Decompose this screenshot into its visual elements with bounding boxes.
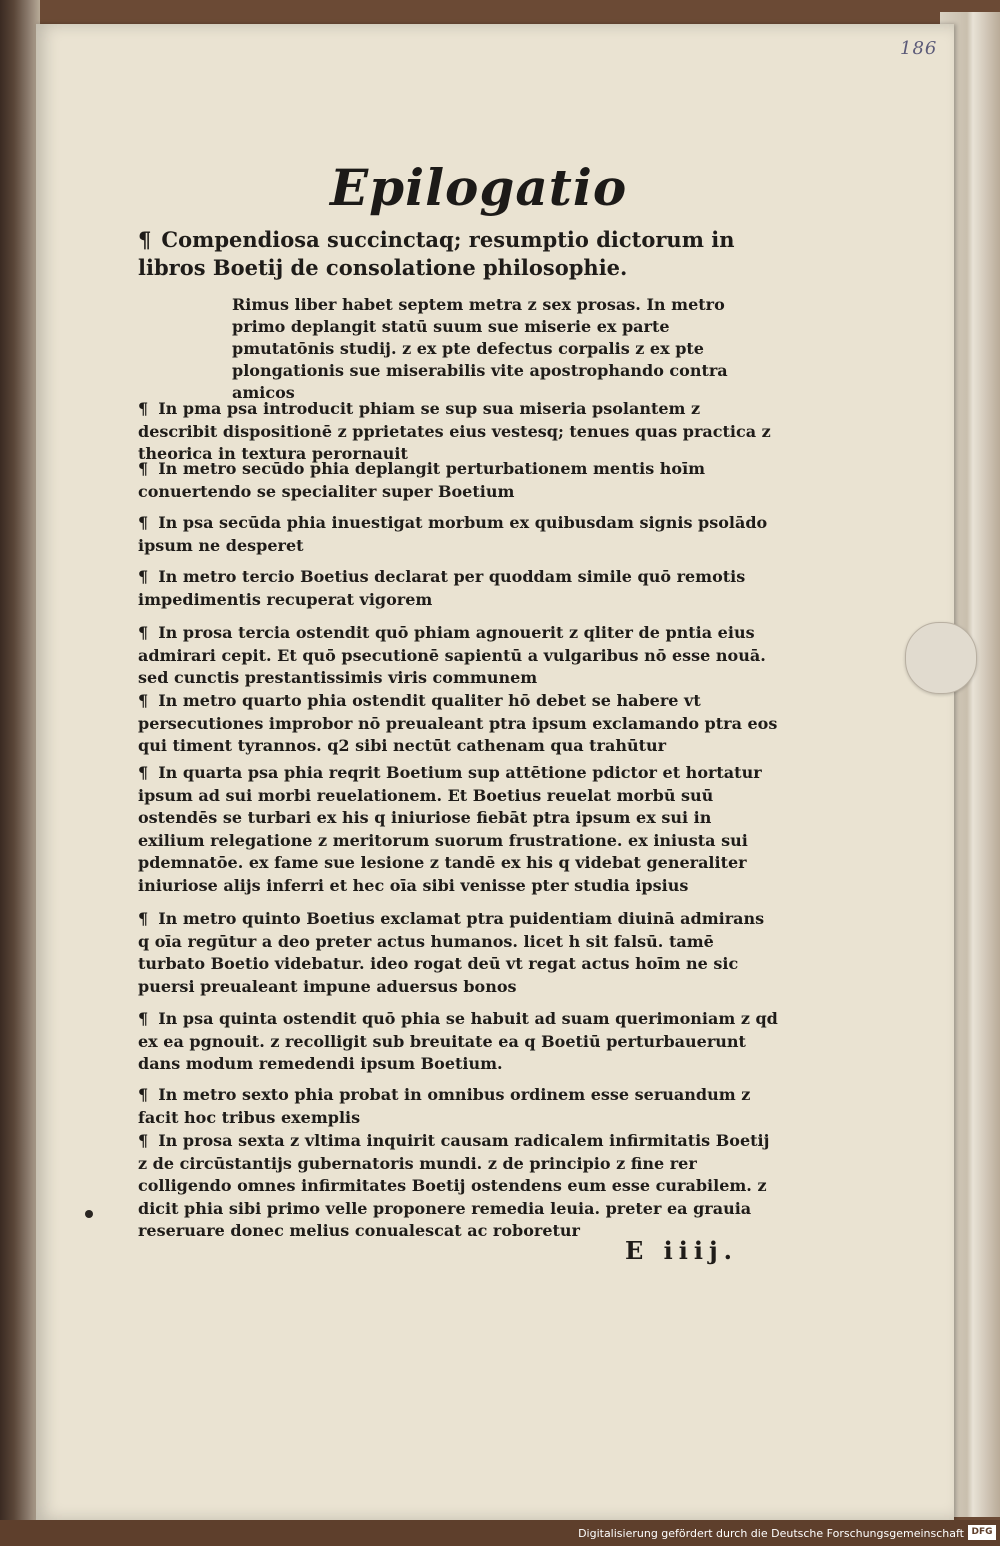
page-marker-tab	[905, 622, 977, 694]
subtitle-text: Compendiosa succinctaq; resumptio dictorum in libros Boetij de consolatione philosophie.	[138, 227, 735, 280]
pilcrow-icon: ¶	[138, 1131, 149, 1150]
signature-mark: E iiij.	[625, 1236, 739, 1265]
pilcrow-icon: ¶	[138, 459, 149, 478]
dfg-logo-icon: DFG	[968, 1525, 996, 1540]
pilcrow-icon: ¶	[138, 399, 149, 418]
entry-paragraph: ¶ In psa secūda phia inuestigat morbum ex quibusdam signis psolādo ipsum ne desperet	[138, 513, 768, 555]
ink-dot	[85, 1210, 93, 1218]
entry-paragraph: ¶ In metro tercio Boetius declarat per quoddam simile quō remotis impedimentis recuperat vigorem	[138, 567, 746, 609]
book-spine	[0, 0, 40, 1546]
entry-paragraph: ¶ In psa quinta ostendit quō phia se habuit ad suam querimoniam z qd ex ea pgnouit. z recolligit sub breuitate ea q Boetiū perturbauerunt dans modum remedendi ipsum Boetium.	[138, 1009, 778, 1073]
page-title: Epilogatio	[330, 158, 628, 217]
pilcrow-icon: ¶	[138, 513, 149, 532]
pilcrow-icon: ¶	[138, 909, 149, 928]
pilcrow-icon: ¶	[138, 1085, 149, 1104]
entry-paragraph: ¶ In prosa tercia ostendit quō phiam agnouerit z qliter de pntia eius admirari cepit. Et quō psecutionē sapientū a vulgaribus nō esse nouā. sed cunctis prestantissimis viris communem	[138, 623, 766, 687]
pilcrow-icon: ¶	[138, 227, 152, 252]
subtitle	[138, 226, 768, 282]
footer-credit: Digitalisierung gefördert durch die Deutsche Forschungsgemeinschaft	[578, 1527, 964, 1540]
entry-paragraph: ¶ In metro sexto phia probat in omnibus ordinem esse seruandum z facit hoc tribus exemplis	[138, 1085, 751, 1127]
entry-paragraph: ¶ In pma psa introducit phiam se sup sua miseria psolantem z describit dispositionē z pprietates eius vestesq; tenues quas practica z theorica in textura perornauit	[138, 399, 771, 463]
pilcrow-icon: ¶	[138, 763, 149, 782]
entry-paragraph: ¶ In quarta psa phia reqrit Boetium sup attētione pdictor et hortatur ipsum ad sui morbi reuelationem. Et Boetius reuelat morbū suū ostendēs se turbari ex his q iniuriose fiebāt ptra ipsum ex sui in exilium relegatione z meritorum suorum frustratione. ex iniusta sui pdemnatōe. ex fame sue lesione z tandē ex his q videbat generaliter iniuriose alijs inferri et hec oīa sibi venisse pter studia ipsius	[138, 763, 762, 895]
intro-paragraph: Rimus liber habet septem metra z sex prosas. In metro primo deplangit statū suum sue miserie ex parte pmutatōnis studij. z ex pte defectus corpalis z ex pte plongationis sue miserabilis vite apostrophando contra amicos	[232, 295, 728, 402]
folio-number: 186	[900, 38, 938, 59]
pilcrow-icon: ¶	[138, 691, 149, 710]
pilcrow-icon: ¶	[138, 567, 149, 586]
entry-paragraph: ¶ In prosa sexta z vltima inquirit causam radicalem infirmitatis Boetij z de circūstantijs gubernatoris mundi. z de principio z fine rer colligendo omnes infirmitates Boetij ostendens eum esse curabilem. z dicit phia sibi primo velle proponere remedia leuia. preter ea grauia reseruare donec melius conualescat ac roboretur	[138, 1131, 770, 1240]
pilcrow-icon: ¶	[138, 623, 149, 642]
entry-paragraph: ¶ In metro quarto phia ostendit qualiter hō debet se habere vt persecutiones improbor nō preualeant ptra ipsum exclamando ptra eos qui timent tyrannos. q2 sibi nectūt cathenam qua trahūtur	[138, 691, 778, 755]
entry-paragraph: ¶ In metro secūdo phia deplangit perturbationem mentis hoīm conuertendo se specialiter super Boetium	[138, 459, 706, 501]
pilcrow-icon: ¶	[138, 1009, 149, 1028]
entry-paragraph: ¶ In metro quinto Boetius exclamat ptra puidentiam diuinā admirans q oīa regūtur a deo preter actus humanos. licet h sit falsū. tamē turbato Boetio videbatur. ideo rogat deū vt regat actus hoīm ne sic puersi preualeant impune aduersus bonos	[138, 909, 765, 996]
